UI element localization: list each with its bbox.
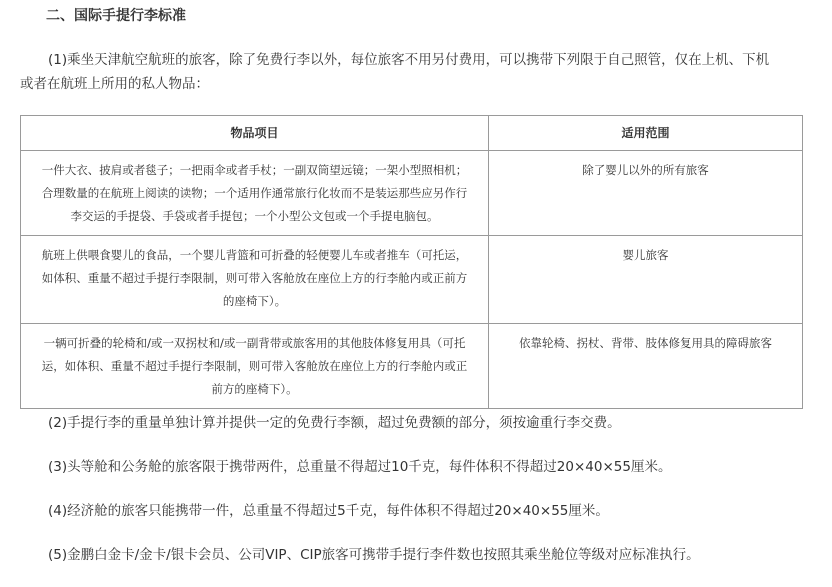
table-header-row (21, 116, 803, 151)
item-text-line: 前方的座椅下）。 (211, 382, 298, 396)
item-text-line: 运，如体积、重量不超过手提行李限制，则可带入客舱放在座位上方的行李舱内或正 (41, 359, 468, 373)
intro-paragraph (20, 48, 810, 96)
item-text-line: 一件大衣、披肩或者毯子；一把雨伞或者手杖；一副双筒望远镜；一架小型照相机； (41, 163, 468, 177)
item-text-line: 李交运的手提袋、手袋或者手提包；一个小型公文包或一个手提电脑包。 (70, 209, 439, 223)
item-text-line: 合理数量的在航班上阅读的读物；一个适用作通常旅行化妆而不是装运那些应另作行 (41, 186, 468, 200)
table-row (21, 151, 803, 236)
scope-cell: 除了婴儿以外的所有旅客 (489, 151, 803, 236)
item-text-line: 一辆可折叠的轮椅和/或一双拐杖和/或一副背带或旅客用的其他肢体修复用具（可托 (43, 336, 466, 350)
item-cell (21, 151, 489, 236)
table-row (21, 324, 803, 409)
header-scope: 适用范围 (489, 116, 803, 151)
item-cell (21, 236, 489, 324)
scope-cell: 婴儿旅客 (489, 236, 803, 324)
item-text-line: 的座椅下）。 (222, 294, 287, 308)
rule-paragraph-3: (3)头等舱和公务舱的旅客限于携带两件，总重量不得超过10千克，每件体积不得超过20×40×55厘米。 (48, 459, 672, 475)
section-title: 二、国际手提行李标准 (46, 8, 186, 24)
header-item: 物品项目 (21, 116, 489, 151)
item-text-line: 如体积、重量不超过手提行李限制，则可带入客舱放在座位上方的行李舱内或正前方 (41, 271, 468, 285)
rule-paragraph-4: (4)经济舱的旅客只能携带一件，总重量不得超过5千克，每件体积不得超过20×40×55厘米。 (48, 503, 609, 519)
intro-line-2: 或者在航班上所用的私人物品： (20, 76, 209, 92)
intro-line-1: (1)乘坐天津航空航班的旅客，除了免费行李以外，每位旅客不用另付费用，可以携带下列限于自己照管，仅在上机、下机 (48, 52, 770, 68)
item-text-line: 航班上供喂食婴儿的食品，一个婴儿背篮和可折叠的轻便婴儿车或者推车（可托运， (41, 248, 468, 262)
rule-paragraph-5: (5)金鹏白金卡/金卡/银卡会员、公司VIP、CIP旅客可携带手提行李件数也按照其乘坐舱位等级对应标准执行。 (48, 547, 700, 563)
rule-paragraph-2: (2)手提行李的重量单独计算并提供一定的免费行李额，超过免费额的部分，须按逾重行李交费。 (48, 415, 621, 431)
item-cell (21, 324, 489, 409)
carry-on-items-table (20, 115, 803, 409)
scope-cell: 依靠轮椅、拐杖、背带、肢体修复用具的障碍旅客 (489, 324, 803, 409)
table-row (21, 236, 803, 324)
